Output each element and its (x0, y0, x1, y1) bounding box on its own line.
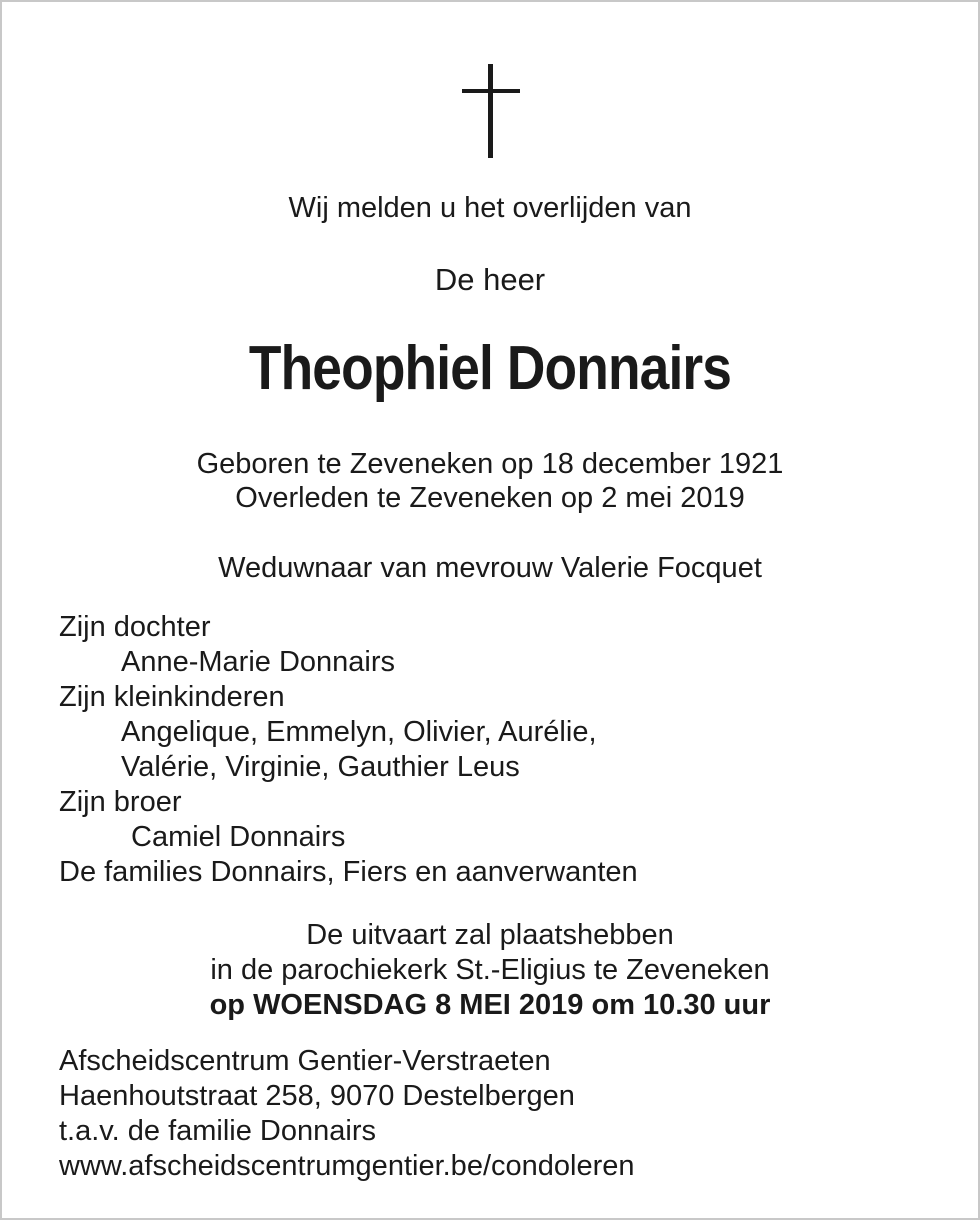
funeral-line-2: in de parochiekerk St.-Eligius te Zeveneken (210, 954, 770, 986)
widower-line: Weduwnaar van mevrouw Valerie Focquet (218, 552, 762, 584)
deceased-name: Theophiel Donnairs (248, 334, 732, 403)
funeral-centre: Afscheidscentrum Gentier-Verstraeten (59, 1045, 551, 1077)
intro-text: Wij melden u het overlijden van (288, 192, 692, 224)
brother-label: Zijn broer (59, 786, 182, 818)
families-line: De families Donnairs, Fiers en aanverwanten (59, 856, 638, 888)
funeral-line-1: De uitvaart zal plaatshebben (306, 919, 674, 951)
brother-name: Camiel Donnairs (131, 821, 346, 853)
funeral-date: op WOENSDAG 8 MEI 2019 om 10.30 uur (209, 989, 771, 1021)
grandchildren-label: Zijn kleinkinderen (59, 681, 285, 713)
salutation: De heer (434, 262, 546, 297)
contact-block (59, 1044, 635, 1184)
cross-icon (462, 64, 520, 158)
attention-line: t.a.v. de familie Donnairs (59, 1115, 376, 1147)
family-list (59, 610, 638, 890)
daughter-name: Anne-Marie Donnairs (121, 646, 396, 678)
grandchildren-line-1: Angelique, Emmelyn, Olivier, Aurélie, (121, 716, 597, 748)
grandchildren-line-2: Valérie, Virginie, Gauthier Leus (121, 751, 520, 783)
condolence-link[interactable]: www.afscheidscentrumgentier.be/condoleren (59, 1150, 635, 1182)
birth-line: Geboren te Zeveneken op 18 december 1921 (196, 448, 784, 480)
daughter-label: Zijn dochter (59, 611, 211, 643)
death-line: Overleden te Zeveneken op 2 mei 2019 (235, 482, 745, 514)
centre-address: Haenhoutstraat 258, 9070 Destelbergen (59, 1080, 575, 1112)
